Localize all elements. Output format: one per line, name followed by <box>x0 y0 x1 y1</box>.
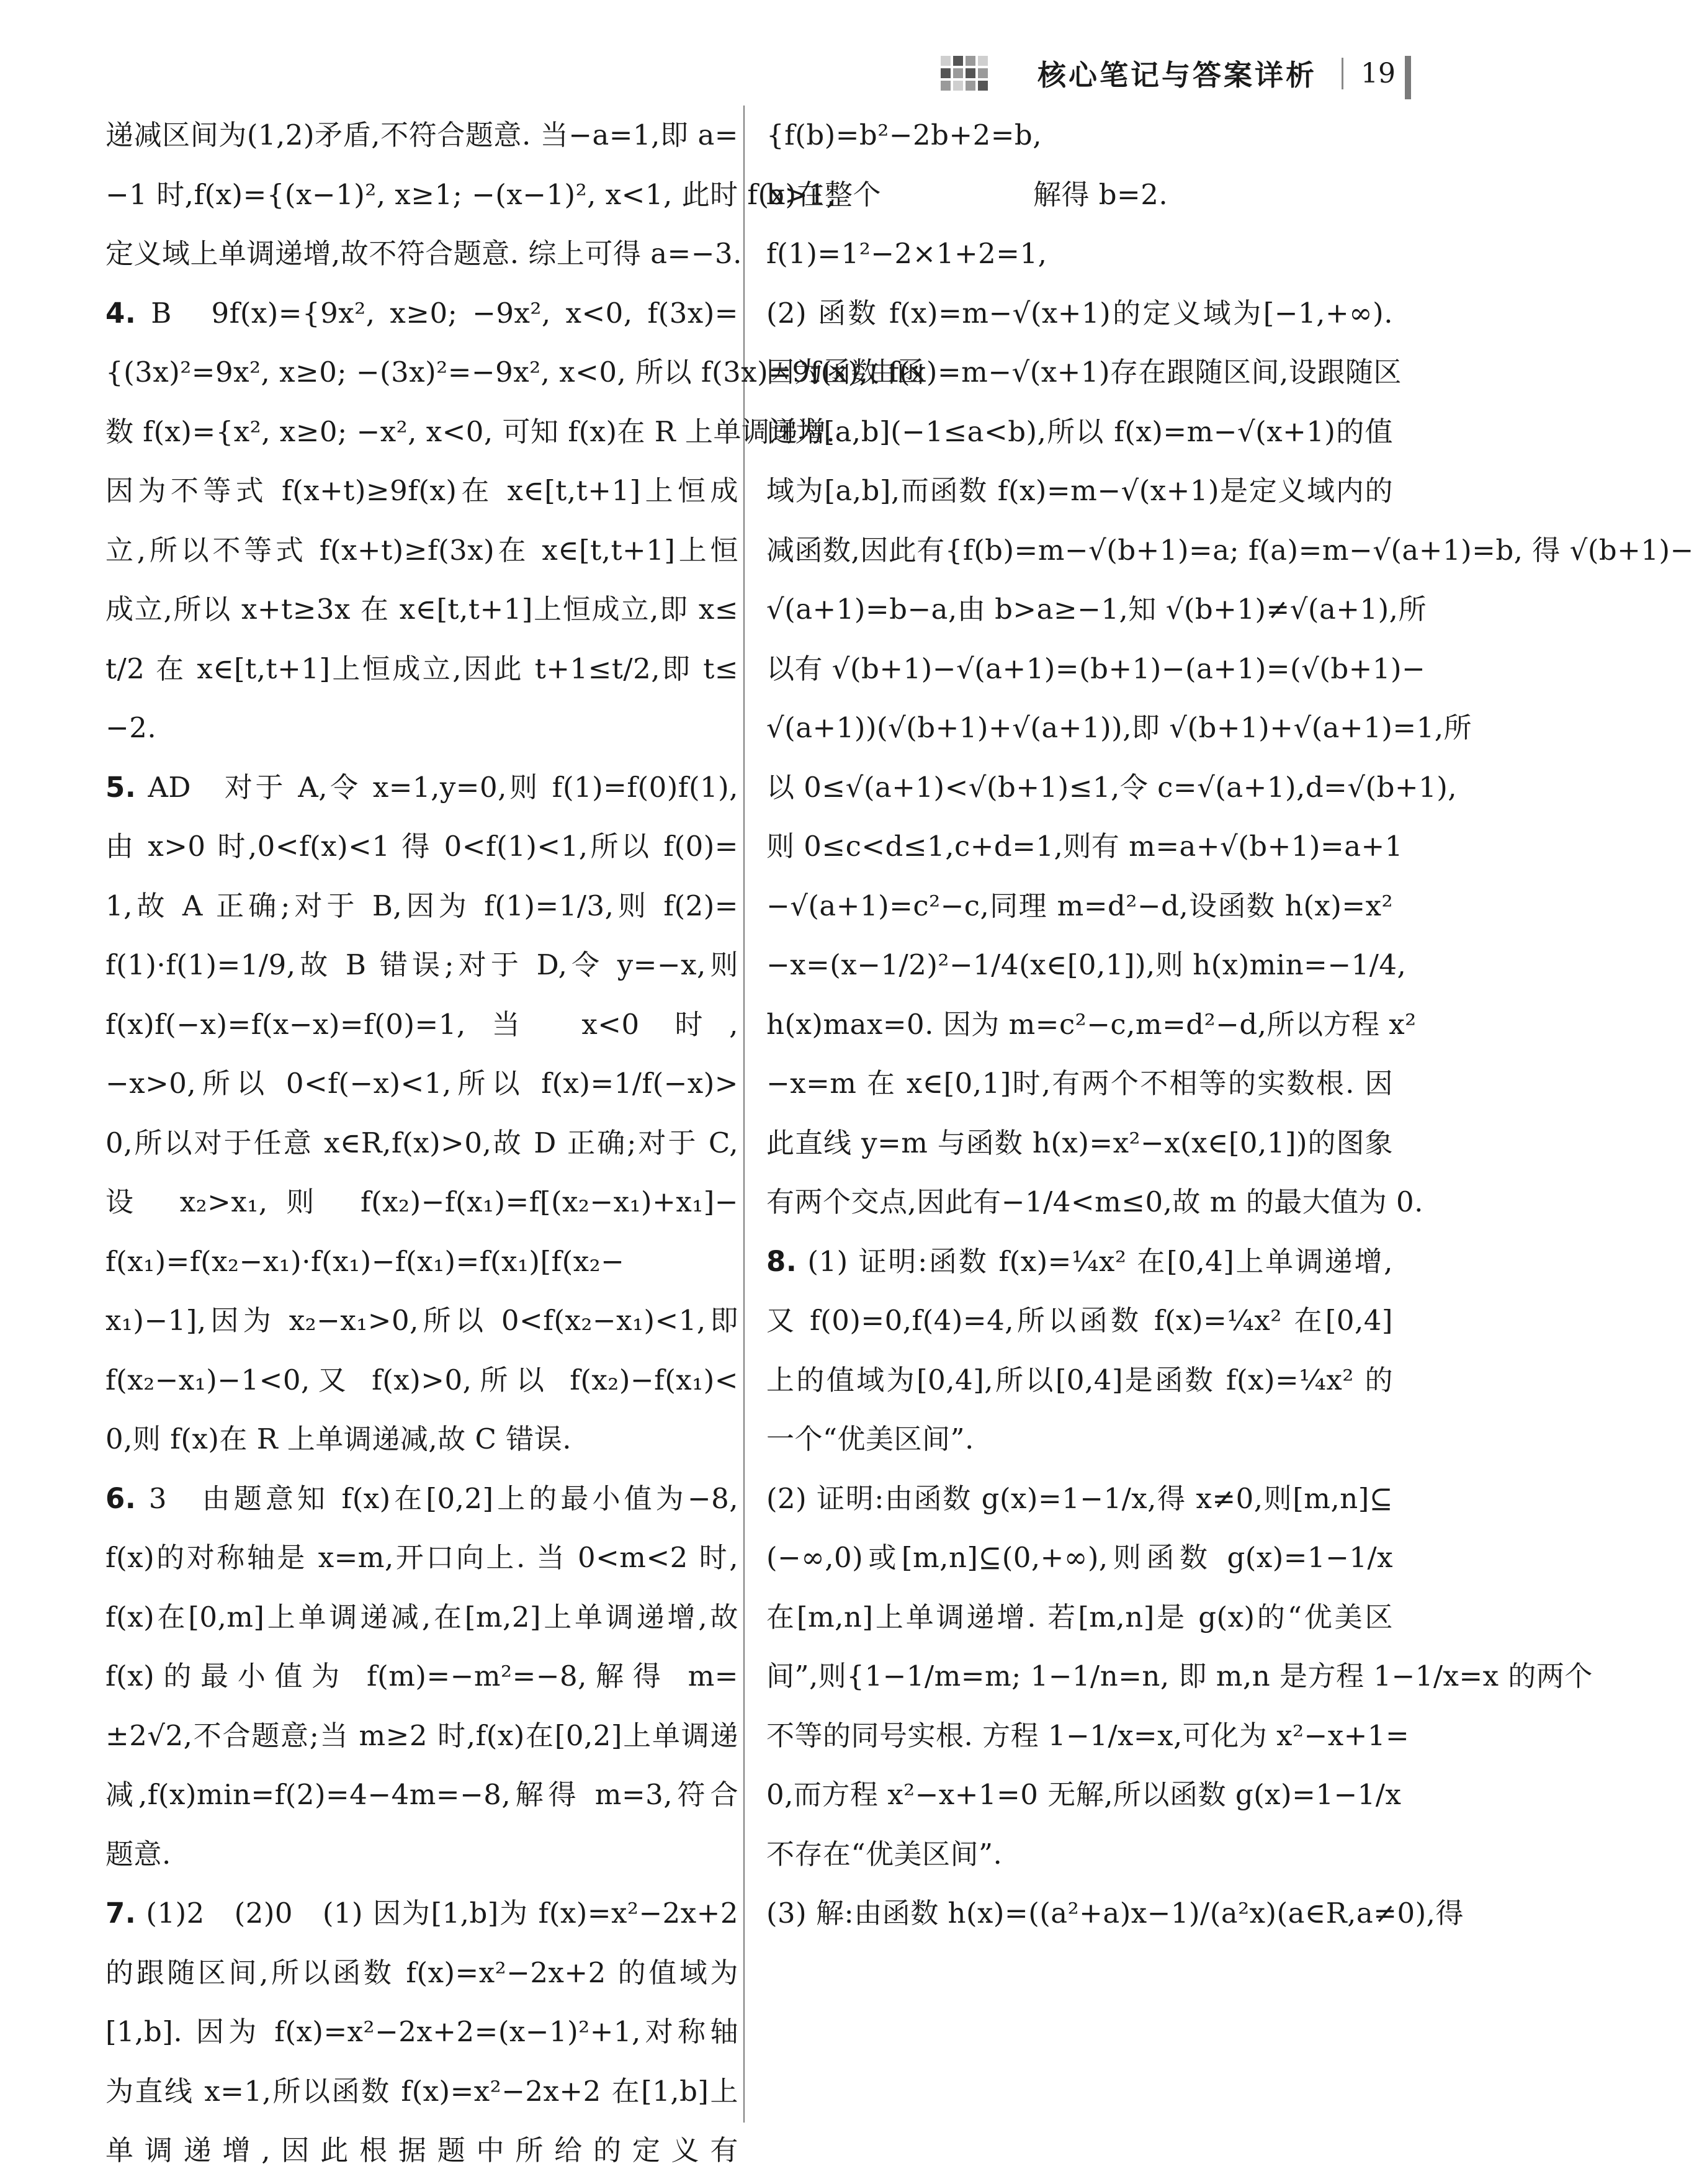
text-line <box>105 2062 738 2121</box>
text-line <box>105 402 836 462</box>
text-line <box>766 1172 1423 1232</box>
line-text: 以有 √(b+1)−√(a+1)=(b+1)−(a+1)=(√(b+1)− <box>766 652 1426 685</box>
line-text: 在[m,n]上单调递增. 若[m,n]是 g(x)的“优美区 <box>766 1600 1393 1634</box>
text-line <box>105 1765 738 1825</box>
line-text: 域为[a,b],而函数 f(x)=m−√(x+1)是定义域内的 <box>766 474 1393 507</box>
line-text: 减,f(x)min=f(2)=4−4m=−8,解得 m=3,符合 <box>105 1778 738 1811</box>
line-text: √(a+1))(√(b+1)+√(a+1)),即 √(b+1)+√(a+1)=1,所 <box>766 711 1472 744</box>
line-text: f(x)在[0,m]上单调递减,在[m,2]上单调递增,故 <box>105 1600 738 1634</box>
text-line <box>766 639 1426 699</box>
question-number: 4. <box>105 296 137 330</box>
text-line <box>766 224 1393 284</box>
text-line <box>105 876 738 936</box>
line-text: 由 x>0 时,0<f(x)<1 得 0<f(1)<1,所以 f(0)= <box>105 830 738 863</box>
line-text: 间”,则{1−1/m=m; 1−1/n=n, 即 m,n 是方程 1−1/x=x 的两个 <box>766 1660 1593 1692</box>
text-line <box>105 580 738 639</box>
line-text: 为直线 x=1,所以函数 f(x)=x²−2x+2 在[1,b]上 <box>105 2074 738 2108</box>
text-line <box>766 580 1427 639</box>
text-line <box>766 1765 1402 1825</box>
line-text: 又 f(0)=0,f(4)=4,所以函数 f(x)=¼x² 在[0,4] <box>766 1304 1393 1337</box>
line-text: −x=m 在 x∈[0,1]时,有两个不相等的实数根. 因 <box>766 1067 1393 1100</box>
text-line <box>766 817 1403 876</box>
line-text: {(3x)²=9x², x≥0; −(3x)²=−9x², x<0, 所以 f(3x)=9f(x),由函 <box>105 356 925 389</box>
line-text: −2. <box>105 711 157 744</box>
text-line <box>105 165 882 225</box>
text-line <box>105 1113 738 1173</box>
column-divider <box>743 106 745 2123</box>
line-text: 一个“优美区间”. <box>766 1422 974 1455</box>
text-line <box>766 1825 1393 1884</box>
line-text: 0,则 f(x)在 R 上单调递减,故 C 错误. <box>105 1422 572 1455</box>
line-text: f(x₁)=f(x₂−x₁)·f(x₁)−f(x₁)=f(x₁)[f(x₂− <box>105 1244 625 1278</box>
text-line <box>766 1706 1410 1766</box>
line-text: 定义域上单调递增,故不符合题意. 综上可得 a=−3. <box>105 237 742 270</box>
text-line <box>105 1884 738 1943</box>
text-line <box>105 1409 738 1469</box>
text-line <box>105 224 742 284</box>
line-text: 成立,所以 x+t≥3x 在 x∈[t,t+1]上恒成立,即 x≤ <box>105 593 738 626</box>
text-line <box>766 935 1407 995</box>
text-line <box>766 106 1393 165</box>
line-text: 立,所以不等式 f(x+t)≥f(3x)在 x∈[t,t+1]上恒 <box>105 533 738 567</box>
line-text: −x=(x−1/2)²−1/4(x∈[0,1]),则 h(x)min=−1/4, <box>766 948 1407 981</box>
text-line <box>105 1054 738 1113</box>
line-text: f(1)·f(1)=1/9,故 B 错误;对于 D,令 y=−x,则 <box>105 948 738 981</box>
text-line <box>105 935 738 995</box>
line-text: ±2√2,不合题意;当 m≥2 时,f(x)在[0,2]上单调递 <box>105 1719 738 1752</box>
line-text: 因为函数 f(x)=m−√(x+1)存在跟随区间,设跟随区 <box>766 356 1402 389</box>
line-text: 题意. <box>105 1837 171 1871</box>
text-line <box>766 1350 1393 1410</box>
question-number: 8. <box>766 1244 797 1278</box>
text-line <box>766 1232 1393 1292</box>
text-line <box>105 1469 738 1529</box>
text-line <box>766 1409 1393 1469</box>
line-text: 递减区间为(1,2)矛盾,不符合题意. 当−a=1,即 a= <box>105 119 738 151</box>
text-line <box>766 876 1393 936</box>
line-text: 单调递增,因此根据题中所给的定义有 <box>105 2134 738 2167</box>
line-text: 不存在“优美区间”. <box>766 1837 1003 1871</box>
text-line <box>105 1588 738 1647</box>
text-line <box>105 995 738 1054</box>
line-text: f(x)f(−x)=f(x−x)=f(0)=1,当 x<0 时, <box>105 1007 738 1041</box>
line-text: 上的值域为[0,4],所以[0,4]是函数 f(x)=¼x² 的 <box>766 1363 1393 1396</box>
line-text: 0,所以对于任意 x∈R,f(x)>0,故 D 正确;对于 C, <box>105 1126 738 1159</box>
line-text: 0,而方程 x²−x+1=0 无解,所以函数 g(x)=1−1/x <box>766 1778 1402 1811</box>
text-line <box>105 1172 738 1232</box>
line-text: 设 x₂>x₁,则 f(x₂)−f(x₁)=f[(x₂−x₁)+x₁]− <box>105 1185 738 1218</box>
text-line <box>766 1528 1393 1588</box>
text-line <box>766 758 1458 817</box>
line-text: 有两个交点,因此有−1/4<m≤0,故 m 的最大值为 0. <box>766 1185 1423 1218</box>
text-line <box>766 1054 1393 1113</box>
line-text: f(x)的最小值为 f(m)=−m²=−8,解得 m= <box>105 1660 738 1692</box>
header-edge-bar <box>1405 56 1411 99</box>
text-line <box>766 1588 1393 1647</box>
line-text: b>1, 解得 b=2. <box>766 178 1168 211</box>
question-number: 5. <box>105 770 137 804</box>
text-line <box>105 106 738 165</box>
line-text: t/2 在 x∈[t,t+1]上恒成立,因此 t+1≤t/2,即 t≤ <box>105 652 738 685</box>
line-text: {f(b)=b²−2b+2=b, <box>766 119 1042 151</box>
text-line <box>105 1528 738 1588</box>
text-line <box>105 639 738 699</box>
text-line <box>105 461 738 521</box>
page-header <box>941 48 1396 98</box>
line-text: (2) 函数 f(x)=m−√(x+1)的定义域为[−1,+∞). <box>766 296 1393 330</box>
question-number: 7. <box>105 1897 137 1930</box>
text-line <box>105 2121 738 2180</box>
line-text: AD 对于 A,令 x=1,y=0,则 f(1)=f(0)f(1), <box>136 770 738 804</box>
text-line <box>766 521 1694 580</box>
line-text: 3 由题意知 f(x)在[0,2]上的最小值为−8, <box>136 1481 738 1515</box>
text-line <box>766 284 1393 343</box>
line-text: 间为[a,b](−1≤a<b),所以 f(x)=m−√(x+1)的值 <box>766 415 1393 448</box>
text-line <box>105 817 738 876</box>
line-text: 减函数,因此有{f(b)=m−√(b+1)=a; f(a)=m−√(a+1)=b, 得 √(b+1)− <box>766 533 1694 567</box>
line-text: 1,故 A 正确;对于 B,因为 f(1)=1/3,则 f(2)= <box>105 889 738 922</box>
text-line <box>105 284 738 343</box>
line-text: −1 时,f(x)={(x−1)², x≥1; −(x−1)², x<1, 此时 f(x)在整个 <box>105 178 882 211</box>
page-number: 19 <box>1342 58 1396 89</box>
logo-grid-icon <box>941 56 988 91</box>
text-line <box>105 1943 738 2003</box>
line-text: (1)2 (2)0 (1) 因为[1,b]为 f(x)=x²−2x+2 <box>136 1897 738 1930</box>
text-line <box>105 343 925 402</box>
text-line <box>766 1647 1593 1706</box>
line-text: (−∞,0)或[m,n]⊆(0,+∞),则函数 g(x)=1−1/x <box>766 1541 1393 1574</box>
line-text: √(a+1)=b−a,由 b>a≥−1,知 √(b+1)≠√(a+1),所 <box>766 593 1427 626</box>
text-line <box>105 698 738 758</box>
line-text: −√(a+1)=c²−c,同理 m=d²−d,设函数 h(x)=x² <box>766 889 1393 922</box>
line-text: B 9f(x)={9x², x≥0; −9x², x<0, f(3x)= <box>136 296 738 330</box>
header-title: 核心笔记与答案详析 <box>1037 58 1317 92</box>
text-line <box>766 1291 1393 1350</box>
text-line <box>766 343 1402 402</box>
right-column <box>766 106 1694 1943</box>
line-text: f(x₂−x₁)−1<0,又 f(x)>0,所以 f(x₂)−f(x₁)< <box>105 1363 738 1396</box>
line-text: 数 f(x)={x², x≥0; −x², x<0, 可知 f(x)在 R 上单调递增. <box>105 415 836 448</box>
text-line <box>766 1469 1393 1529</box>
text-line <box>105 1350 738 1410</box>
line-text: (1) 证明:函数 f(x)=¼x² 在[0,4]上单调递增, <box>797 1244 1393 1278</box>
text-line <box>105 758 738 817</box>
line-text: h(x)max=0. 因为 m=c²−c,m=d²−d,所以方程 x² <box>766 1007 1417 1041</box>
text-line <box>766 995 1417 1054</box>
text-line <box>105 521 738 580</box>
line-text: (2) 证明:由函数 g(x)=1−1/x,得 x≠0,则[m,n]⊆ <box>766 1481 1393 1515</box>
text-line <box>105 1647 738 1706</box>
text-line <box>105 2002 738 2062</box>
text-line <box>766 461 1393 521</box>
line-text: f(1)=1²−2×1+2=1, <box>766 237 1047 270</box>
line-text: 此直线 y=m 与函数 h(x)=x²−x(x∈[0,1])的图象 <box>766 1126 1393 1159</box>
line-text: 以 0≤√(a+1)<√(b+1)≤1,令 c=√(a+1),d=√(b+1), <box>766 770 1458 804</box>
line-text: x₁)−1],因为 x₂−x₁>0,所以 0<f(x₂−x₁)<1,即 <box>105 1304 738 1337</box>
text-line <box>105 1232 738 1292</box>
line-text: 因为不等式 f(x+t)≥9f(x)在 x∈[t,t+1]上恒成 <box>105 474 738 507</box>
line-text: 则 0≤c<d≤1,c+d=1,则有 m=a+√(b+1)=a+1 <box>766 830 1403 863</box>
text-line <box>766 1113 1393 1173</box>
text-line <box>105 1706 738 1766</box>
line-text: 不等的同号实根. 方程 1−1/x=x,可化为 x²−x+1= <box>766 1719 1410 1752</box>
text-line <box>766 698 1472 758</box>
text-line <box>105 1291 738 1350</box>
text-line <box>766 402 1393 462</box>
text-line <box>105 1825 738 1884</box>
line-text: −x>0,所以 0<f(−x)<1,所以 f(x)=1/f(−x)> <box>105 1067 738 1100</box>
line-text: f(x)的对称轴是 x=m,开口向上. 当 0<m<2 时, <box>105 1541 738 1574</box>
text-line <box>766 1884 1464 1943</box>
line-text: (3) 解:由函数 h(x)=((a²+a)x−1)/(a²x)(a∈R,a≠0),得 <box>766 1897 1464 1930</box>
line-text: 的跟随区间,所以函数 f(x)=x²−2x+2 的值域为 <box>105 1956 738 1989</box>
line-text: [1,b]. 因为 f(x)=x²−2x+2=(x−1)²+1,对称轴 <box>105 2015 738 2048</box>
text-line <box>766 165 1393 225</box>
question-number: 6. <box>105 1481 137 1515</box>
